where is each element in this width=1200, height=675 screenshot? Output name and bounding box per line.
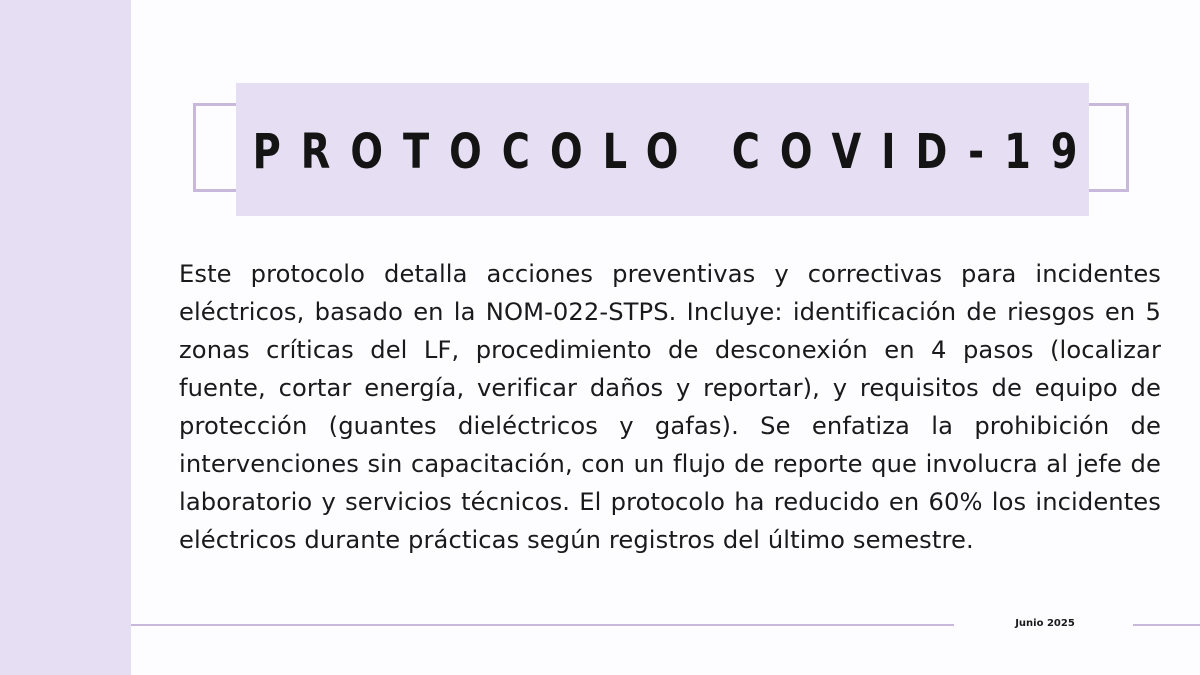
slide-title: PROTOCOLO COVID-19 [252, 123, 1098, 180]
left-decorative-bar [0, 0, 131, 675]
footer-divider-left [131, 624, 954, 626]
body-paragraph: Este protocolo detalla acciones preventivas y correctivas para incidentes eléctricos, basado en la NOM-022-STPS. Incluye: identificación de riesgos en 5 zonas críticas del LF, procedimiento de desconexión en 4 pasos (localizar fuente, cortar energía, verificar daños y reportar), y requisitos de equipo de protección (guantes dieléctricos y gafas). Se enfatiza la prohibición de intervenciones sin capacitación, con un flujo de reporte que involucra al jefe de laboratorio y servicios técnicos. El protocolo ha reducido en 60% los incidentes eléctricos durante prácticas según registros del último semestre. [179, 260, 1161, 554]
footer-date: Junio 2025 [1015, 618, 1075, 629]
footer-divider-right [1133, 624, 1200, 626]
title-box [236, 83, 1098, 216]
